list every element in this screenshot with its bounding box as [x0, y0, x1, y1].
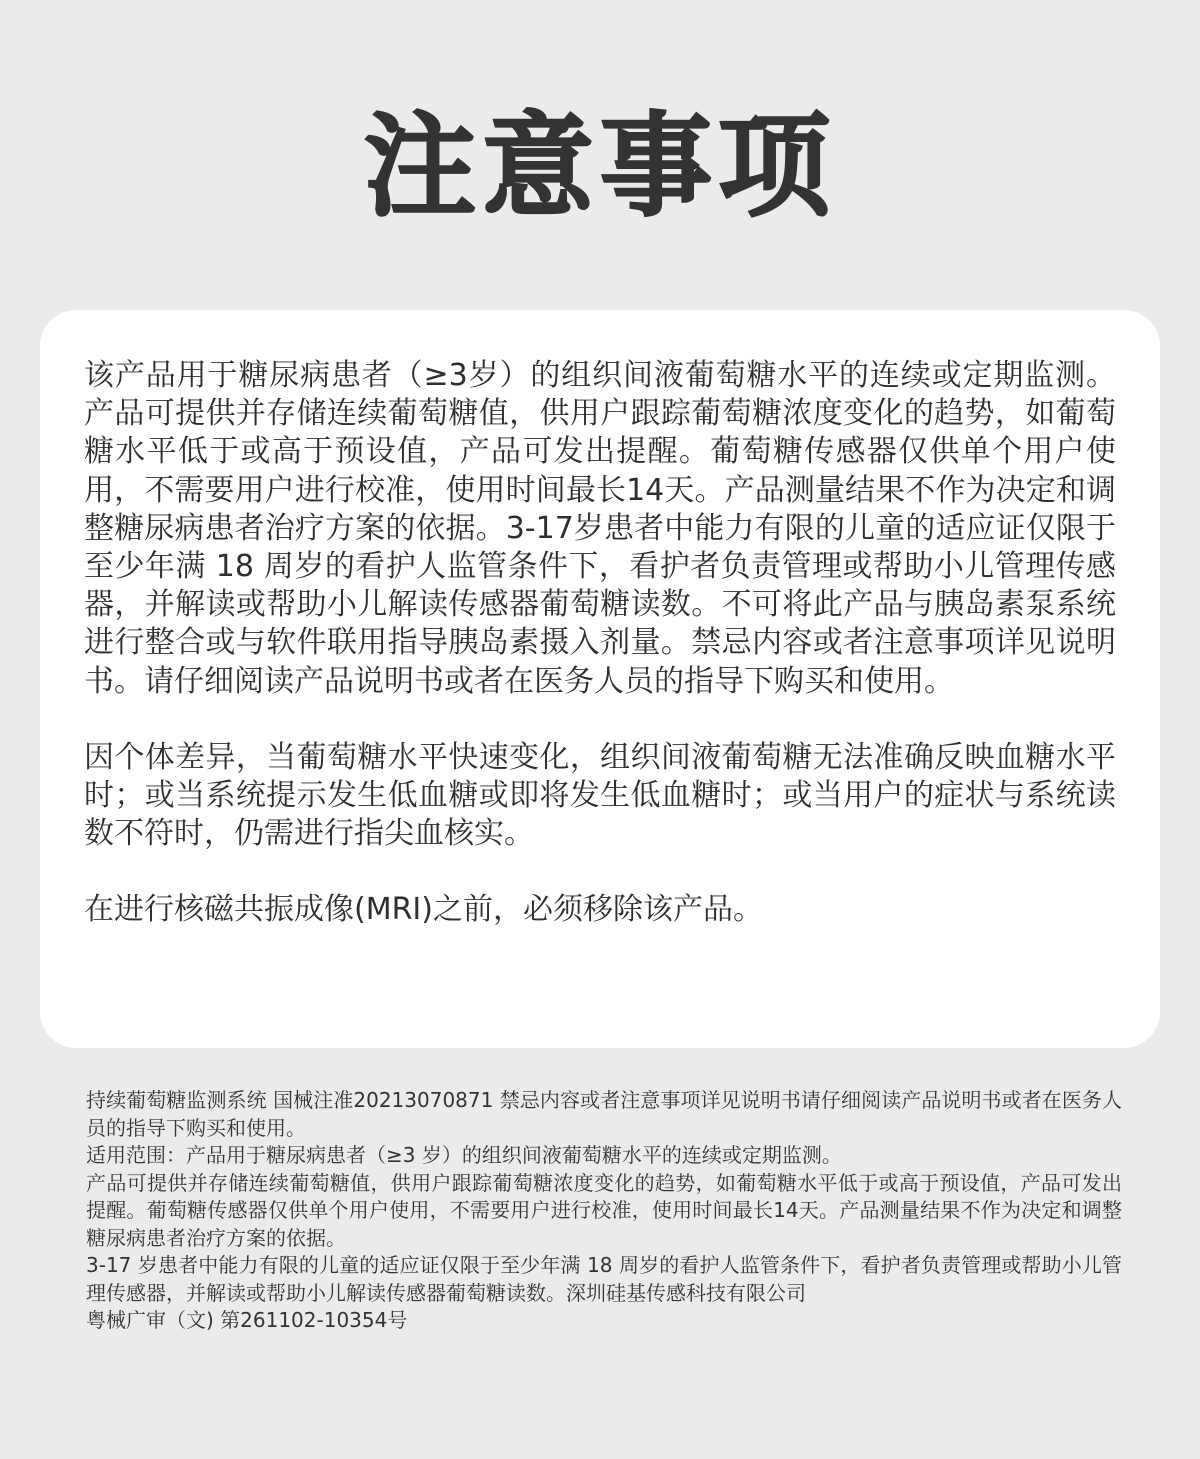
footer-registration: 持续葡萄糖监测系统 国械注准20213070871 禁忌内容或者注意事项详见说明书请仔细阅读产品说明书或者在医务人员的指导下购买和使用。	[86, 1088, 1122, 1140]
footer-ad-approval: 粤械广审（文) 第261102-10354号	[86, 1308, 408, 1332]
footer-scope: 适用范围：产品用于糖尿病患者（≥3 岁）的组织间液葡萄糖水平的连续或定期监测。	[86, 1143, 842, 1167]
page-title: 注意事项	[364, 102, 836, 232]
footer-features: 产品可提供并存储连续葡萄糖值，供用户跟踪葡萄糖浓度变化的趋势，如葡萄糖水平低于或高于预设值，产品可发出提醒。葡萄糖传感器仅供单个用户使用，不需要用户进行校准，使用时间最长14天。产品测量结果不作为决定和调整糖尿病患者治疗方案的依据。	[86, 1170, 1122, 1250]
regulatory-footer	[86, 1087, 1122, 1335]
notice-card	[40, 310, 1160, 1048]
notice-paragraph-indications: 该产品用于糖尿病患者（≥3岁）的组织间液葡萄糖水平的连续或定期监测。产品可提供并存储连续葡萄糖值，供用户跟踪葡萄糖浓度变化的趋势，如葡萄糖水平低于或高于预设值，产品可发出提醒。葡萄糖传感器仅供单个用户使用，不需要用户进行校准，使用时间最长14天。产品测量结果不作为决定和调整糖尿病患者治疗方案的依据。3-17岁患者中能力有限的儿童的适应证仅限于至少年满 18 周岁的看护人监管条件下，看护者负责管理或帮助小儿管理传感器，并解读或帮助小儿解读传感器葡萄糖读数。不可将此产品与胰岛素泵系统进行整合或与软件联用指导胰岛素摄入剂量。禁忌内容或者注意事项详见说明书。请仔细阅读产品说明书或者在医务人员的指导下购买和使用。	[84, 358, 1116, 699]
notice-paragraph-mri: 在进行核磁共振成像(MRI)之前，必须移除该产品。	[84, 892, 763, 928]
footer-pediatric: 3-17 岁患者中能力有限的儿童的适应证仅限于至少年满 18 周岁的看护人监管条件下，看护者负责管理或帮助小儿管理传感器，并解读或帮助小儿解读传感器葡萄糖读数。深圳硅基传感科技有限公司	[86, 1253, 1122, 1305]
notice-paragraph-fingerstick: 因个体差异，当葡萄糖水平快速变化，组织间液葡萄糖无法准确反映血糖水平时；或当系统提示发生低血糖或即将发生低血糖时；或当用户的症状与系统读数不符时，仍需进行指尖血核实。	[84, 739, 1116, 852]
